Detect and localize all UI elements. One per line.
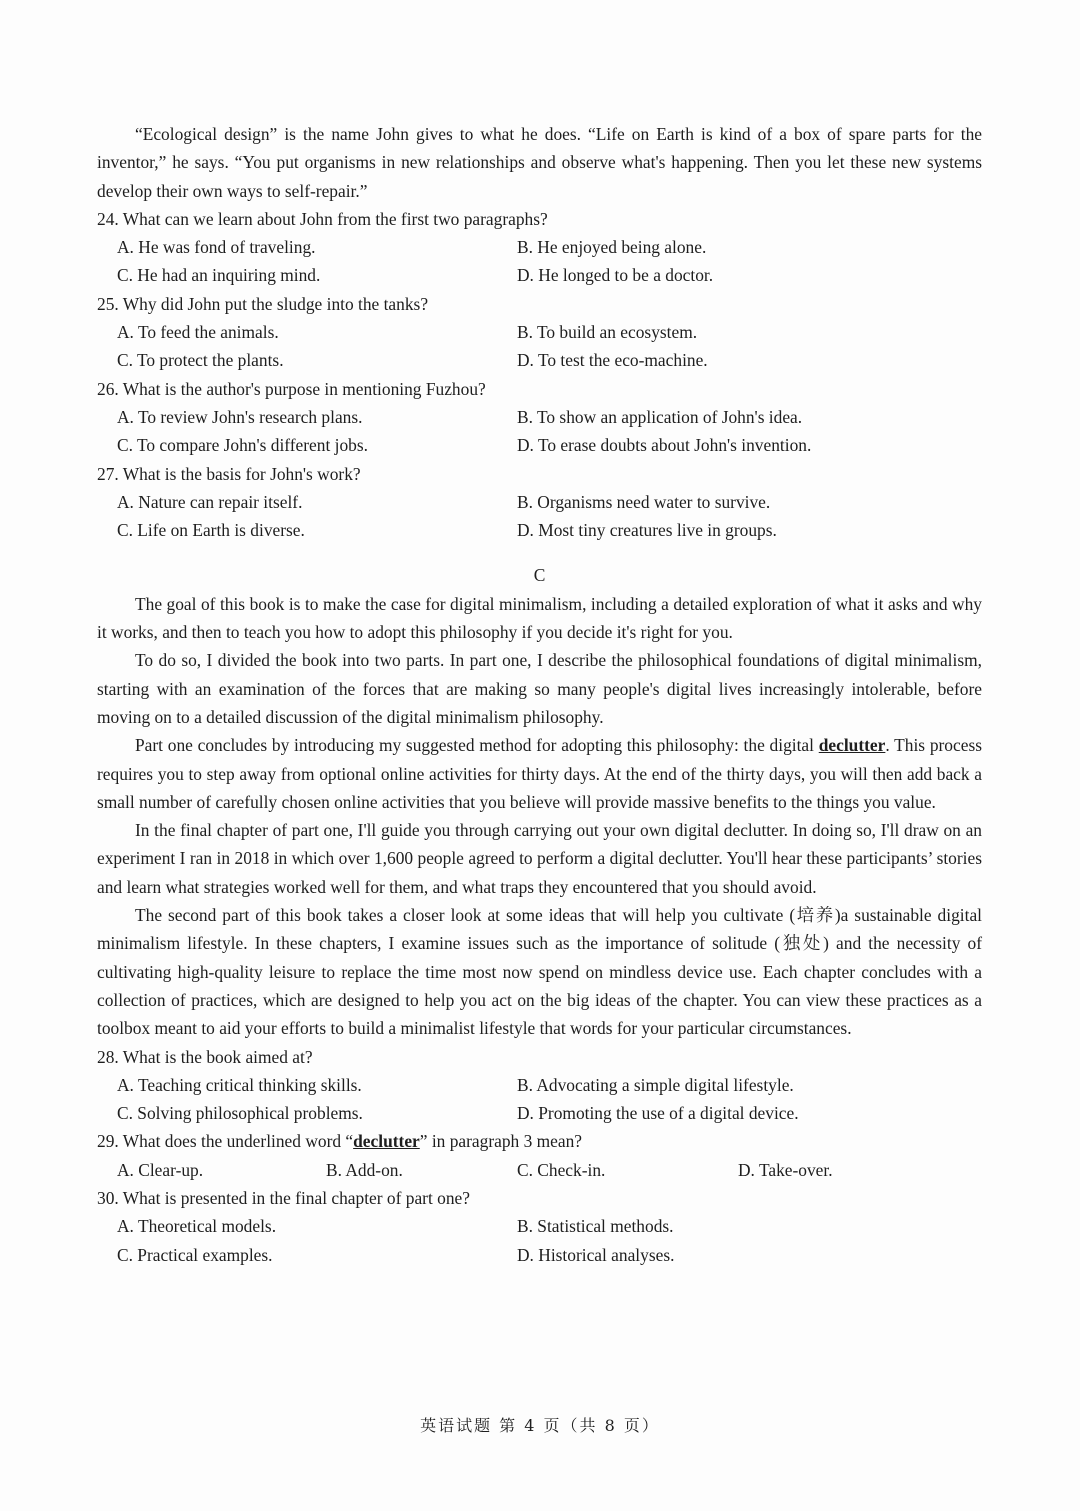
option-a[interactable]: A. Teaching critical thinking skills. <box>117 1074 362 1095</box>
option-d[interactable]: D. To erase doubts about John's invention. <box>517 435 812 456</box>
question-text-start: 29. What does the underlined word “ <box>97 1131 354 1152</box>
option-d[interactable]: D. He longed to be a doctor. <box>517 265 714 286</box>
paragraph-text: Part one concludes by introducing my suggested method for adopting this philosophy: the digital <box>135 735 819 756</box>
option-c[interactable]: C. Life on Earth is diverse. <box>117 520 305 541</box>
question-text: 30. What is presented in the final chapter of part one? <box>97 1187 470 1208</box>
question-text <box>97 1127 982 1155</box>
option-c[interactable]: C. To compare John's different jobs. <box>117 435 368 456</box>
paragraph-text: . This process requires you to step away from optional online activities for thirty days. At the end of the thirty days, you will then add back a small number of carefully chosen online activities that you believe will provide massive benefits to the things you value. <box>97 735 982 812</box>
option-d[interactable]: D. Take-over. <box>738 1159 833 1180</box>
option-d[interactable]: D. To test the eco-machine. <box>517 350 708 371</box>
option-b[interactable]: B. Add-on. <box>326 1159 403 1180</box>
question-29 <box>97 1127 982 1184</box>
page-content <box>97 120 982 1269</box>
question-text: 27. What is the basis for John's work? <box>97 463 361 484</box>
question-text: 26. What is the author's purpose in mentioning Fuzhou? <box>97 378 486 399</box>
option-b[interactable]: B. To build an ecosystem. <box>517 322 698 343</box>
question-text: 24. What can we learn about John from the first two paragraphs? <box>97 208 548 229</box>
question-25 <box>97 290 982 375</box>
option-b[interactable]: B. Statistical methods. <box>517 1216 674 1237</box>
option-b[interactable]: B. To show an application of John's idea. <box>517 406 803 427</box>
section-label: C <box>533 565 546 586</box>
option-c[interactable]: C. To protect the plants. <box>117 350 284 371</box>
option-c[interactable]: C. Check-in. <box>517 1159 606 1180</box>
question-30 <box>97 1184 982 1269</box>
option-a[interactable]: A. To feed the animals. <box>117 322 279 343</box>
option-a[interactable]: A. Clear-up. <box>117 1159 204 1180</box>
passage-paragraph-4: In the final chapter of part one, I'll guide you through carrying out your own digital declutter. In doing so, I'll draw on an experiment I ran in 2018 in which over 1,600 people agreed to perform a digital declutter. You'll hear these participants’ stories and learn what strategies worked well for them, and what traps they encountered that you should avoid. <box>97 820 982 897</box>
question-text: 28. What is the book aimed at? <box>97 1046 313 1067</box>
underlined-keyword: declutter <box>818 735 886 756</box>
passage-paragraph-5: The second part of this book takes a closer look at some ideas that will help you cultivate (培养)a sustainable digital minimalism lifestyle. In these chapters, I examine issues such as the importance of solitude (独处) and the necessity of cultivating high-quality leisure to replace the time most now spend on mindless device use. Each chapter concludes with a collection of practices, which are designed to help you act on the big ideas of the chapter. You can view these practices as a toolbox meant to aid your efforts to build a minimalist lifestyle that words for your particular circumstances. <box>97 905 982 1039</box>
option-c[interactable]: C. He had an inquiring mind. <box>117 265 321 286</box>
option-c[interactable]: C. Practical examples. <box>117 1244 273 1265</box>
option-a[interactable]: A. Theoretical models. <box>117 1216 277 1237</box>
page-footer: 英语试题 第 4 页（共 8 页） <box>420 1416 660 1435</box>
option-c[interactable]: C. Solving philosophical problems. <box>117 1103 363 1124</box>
underlined-word: declutter <box>353 1131 420 1152</box>
options <box>97 1156 982 1184</box>
option-b[interactable]: B. Organisms need water to survive. <box>517 491 771 512</box>
passage-paragraph-3 <box>97 731 982 816</box>
question-text-end: ” in paragraph 3 mean? <box>419 1131 582 1152</box>
options <box>97 233 982 290</box>
option-b[interactable]: B. He enjoyed being alone. <box>517 237 707 258</box>
options <box>97 488 982 545</box>
option-a[interactable]: A. He was fond of traveling. <box>117 237 316 258</box>
option-b[interactable]: B. Advocating a simple digital lifestyle. <box>517 1074 794 1095</box>
question-24 <box>97 205 982 290</box>
options <box>97 1212 982 1269</box>
intro-paragraph: “Ecological design” is the name John gives to what he does. “Life on Earth is kind of a box of spare parts for the inventor,” he says. “You put organisms in new relationships and observe what's happening. Then you let these new systems develop their own ways to self-repair.” <box>97 124 982 201</box>
passage-paragraph-2: To do so, I divided the book into two parts. In part one, I describe the philosophical foundations of digital minimalism, starting with an examination of the forces that are making so many people's digital lives increasingly intolerable, before moving on to a detailed discussion of the digital minimalism philosophy. <box>97 650 982 727</box>
options <box>97 403 982 460</box>
option-a[interactable]: A. To review John's research plans. <box>117 406 363 427</box>
options <box>97 318 982 375</box>
option-a[interactable]: A. Nature can repair itself. <box>117 491 303 512</box>
question-27 <box>97 460 982 545</box>
option-d[interactable]: D. Promoting the use of a digital device. <box>517 1103 799 1124</box>
options <box>97 1071 982 1128</box>
question-26 <box>97 375 982 460</box>
option-d[interactable]: D. Most tiny creatures live in groups. <box>517 520 777 541</box>
question-28 <box>97 1043 982 1128</box>
passage-paragraph-1: The goal of this book is to make the case for digital minimalism, including a detailed exploration of what it asks and why it works, and then to teach you how to adopt this philosophy if you decide it's right for you. <box>97 593 982 643</box>
option-d[interactable]: D. Historical analyses. <box>517 1244 675 1265</box>
question-text: 25. Why did John put the sludge into the tanks? <box>97 293 429 314</box>
